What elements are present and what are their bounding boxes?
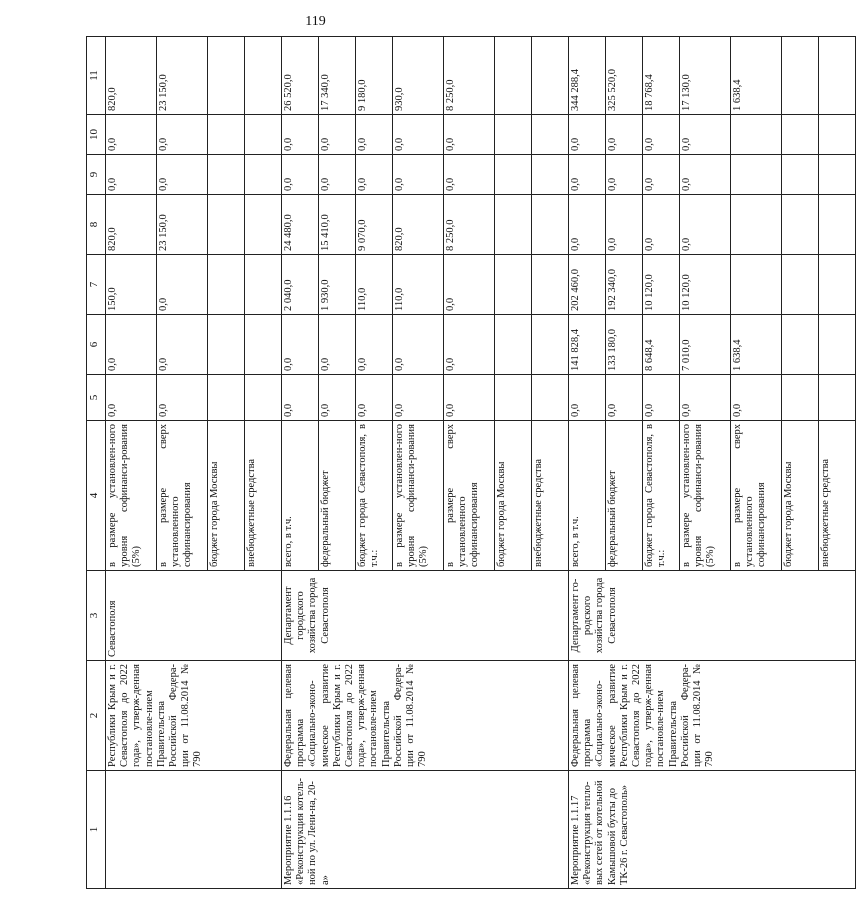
total-cell: 325 520,0: [606, 37, 643, 115]
value-cell: 0,0: [356, 315, 393, 375]
value-cell: 0,0: [157, 115, 208, 155]
value-cell: 110,0: [356, 255, 393, 315]
total-cell: [819, 37, 856, 115]
value-cell: [208, 255, 245, 315]
source-cell: в размере сверх установленного софинансирования: [157, 421, 208, 571]
total-cell: 26 520,0: [282, 37, 319, 115]
source-cell: внебюджетные средства: [532, 421, 569, 571]
value-cell: [819, 155, 856, 195]
total-cell: 18 768,4: [643, 37, 680, 115]
value-cell: 202 460,0: [569, 255, 606, 315]
value-cell: [495, 115, 532, 155]
value-cell: [245, 255, 282, 315]
value-cell: 0,0: [356, 115, 393, 155]
value-cell: [532, 315, 569, 375]
value-cell: 0,0: [356, 155, 393, 195]
source-cell: в размере сверх установленного софинансирования: [444, 421, 495, 571]
program-cell: Республики Крым и г. Севастополя до 2022 года», утверж-денная постановле-нием Правительства Российской Федера-ции от 11.08.2014 № 790: [106, 661, 282, 771]
value-cell: 0,0: [106, 315, 157, 375]
value-cell: 0,0: [680, 375, 731, 421]
value-cell: [819, 255, 856, 315]
column-number-row: [87, 37, 106, 889]
program-cell: Федеральная целевая программа «Социально-эконо-мическое развитие Республики Крым и г. Севастополя до 2022 года», утверж-денная постановле-нием Правительства Российской Федера-ции от 11.08.2014 № 790: [569, 661, 856, 771]
funding-table: [86, 36, 856, 889]
total-cell: [532, 37, 569, 115]
value-cell: [245, 195, 282, 255]
table-row: [569, 37, 606, 889]
value-cell: [495, 375, 532, 421]
source-cell: в размере сверх установленного софинансирования: [731, 421, 782, 571]
value-cell: 0,0: [680, 155, 731, 195]
source-cell: бюджет города Москвы: [782, 421, 819, 571]
value-cell: [208, 195, 245, 255]
value-cell: 0,0: [282, 375, 319, 421]
value-cell: 7 010,0: [680, 315, 731, 375]
value-cell: 0,0: [157, 375, 208, 421]
value-cell: 0,0: [157, 315, 208, 375]
executor-cell: Департамент го-родского хозяйства города Севастополя: [569, 571, 856, 661]
value-cell: 0,0: [282, 315, 319, 375]
column-number: 9: [87, 155, 106, 195]
value-cell: [495, 155, 532, 195]
value-cell: 0,0: [319, 315, 356, 375]
source-cell: федеральный бюджет: [606, 421, 643, 571]
value-cell: [532, 375, 569, 421]
value-cell: 0,0: [393, 115, 444, 155]
executor-cell: Севастополя: [106, 571, 282, 661]
value-cell: [532, 195, 569, 255]
value-cell: 0,0: [157, 155, 208, 195]
column-number: 6: [87, 315, 106, 375]
value-cell: 0,0: [680, 195, 731, 255]
page-number: 119: [305, 14, 326, 29]
total-cell: 1 638,4: [731, 37, 782, 115]
value-cell: 150,0: [106, 255, 157, 315]
source-cell: бюджет города Москвы: [495, 421, 532, 571]
value-cell: [208, 155, 245, 195]
table-row: [282, 37, 319, 889]
source-cell: бюджет города Севастополя, в т.ч.:: [643, 421, 680, 571]
value-cell: [245, 155, 282, 195]
column-number: 11: [87, 37, 106, 115]
value-cell: 0,0: [643, 155, 680, 195]
value-cell: [782, 375, 819, 421]
value-cell: 10 120,0: [643, 255, 680, 315]
value-cell: 0,0: [444, 375, 495, 421]
source-cell: внебюджетные средства: [245, 421, 282, 571]
value-cell: [208, 115, 245, 155]
source-cell: всего, в т.ч.: [569, 421, 606, 571]
value-cell: [245, 375, 282, 421]
value-cell: 141 828,4: [569, 315, 606, 375]
value-cell: 820,0: [106, 195, 157, 255]
value-cell: [532, 155, 569, 195]
value-cell: [782, 155, 819, 195]
source-cell: бюджет города Москвы: [208, 421, 245, 571]
value-cell: 23 150,0: [157, 195, 208, 255]
total-cell: 930,0: [393, 37, 444, 115]
total-cell: 9 180,0: [356, 37, 393, 115]
value-cell: 192 340,0: [606, 255, 643, 315]
value-cell: 0,0: [569, 375, 606, 421]
value-cell: 0,0: [444, 315, 495, 375]
source-cell: в размере установлен-ного уровня софинанси-рования (5%): [680, 421, 731, 571]
value-cell: 0,0: [356, 375, 393, 421]
value-cell: 0,0: [393, 315, 444, 375]
total-cell: [782, 37, 819, 115]
value-cell: 0,0: [606, 375, 643, 421]
column-number: 7: [87, 255, 106, 315]
value-cell: [731, 255, 782, 315]
value-cell: 110,0: [393, 255, 444, 315]
value-cell: 10 120,0: [680, 255, 731, 315]
value-cell: [782, 195, 819, 255]
source-cell: бюджет города Севастополя, в т.ч.:: [356, 421, 393, 571]
value-cell: [532, 255, 569, 315]
column-number: 3: [87, 571, 106, 661]
table-wrapper: [86, 37, 831, 889]
value-cell: 0,0: [319, 375, 356, 421]
value-cell: 0,0: [282, 155, 319, 195]
executor-cell: Департамент городского хозяйства города Севастополя: [282, 571, 569, 661]
value-cell: [731, 115, 782, 155]
total-cell: [208, 37, 245, 115]
value-cell: [245, 315, 282, 375]
value-cell: [731, 195, 782, 255]
measure-name-cell: Мероприятие 1.1.17 «Реконструкция тепло-вых сетей от котельной Камышовой бухты до ТК-26 г. Севастополь»: [569, 771, 856, 889]
source-cell: внебюджетные средства: [819, 421, 856, 571]
value-cell: 0,0: [569, 195, 606, 255]
total-cell: 17 340,0: [319, 37, 356, 115]
value-cell: 0,0: [569, 155, 606, 195]
value-cell: 0,0: [106, 115, 157, 155]
column-number: 5: [87, 375, 106, 421]
total-cell: 23 150,0: [157, 37, 208, 115]
source-cell: в размере установлен-ного уровня софинанси-рования (5%): [106, 421, 157, 571]
value-cell: 0,0: [643, 115, 680, 155]
source-cell: в размере установлен-ного уровня софинанси-рования (5%): [393, 421, 444, 571]
total-cell: [245, 37, 282, 115]
value-cell: 0,0: [444, 255, 495, 315]
column-number: 1: [87, 771, 106, 889]
value-cell: 0,0: [680, 115, 731, 155]
measure-name-cell: [106, 771, 282, 889]
value-cell: 133 180,0: [606, 315, 643, 375]
value-cell: 0,0: [157, 255, 208, 315]
value-cell: 0,0: [643, 375, 680, 421]
value-cell: [245, 115, 282, 155]
value-cell: 0,0: [106, 155, 157, 195]
value-cell: [208, 315, 245, 375]
value-cell: [495, 195, 532, 255]
value-cell: 8 648,4: [643, 315, 680, 375]
column-number: 10: [87, 115, 106, 155]
value-cell: 0,0: [643, 195, 680, 255]
total-cell: [495, 37, 532, 115]
value-cell: [782, 315, 819, 375]
value-cell: 15 410,0: [319, 195, 356, 255]
source-cell: всего, в т.ч.: [282, 421, 319, 571]
value-cell: 0,0: [569, 115, 606, 155]
table-row: [106, 37, 157, 889]
value-cell: 24 480,0: [282, 195, 319, 255]
value-cell: 0,0: [731, 375, 782, 421]
total-cell: 8 250,0: [444, 37, 495, 115]
value-cell: [819, 195, 856, 255]
value-cell: [782, 115, 819, 155]
column-number: 8: [87, 195, 106, 255]
value-cell: [819, 375, 856, 421]
value-cell: 0,0: [444, 115, 495, 155]
value-cell: 0,0: [319, 155, 356, 195]
value-cell: [819, 315, 856, 375]
measure-name-cell: Мероприятие 1.1.16 «Реконструкция котель-ной по ул. Лени-на, 20-а»: [282, 771, 569, 889]
value-cell: 1 930,0: [319, 255, 356, 315]
value-cell: 0,0: [444, 155, 495, 195]
value-cell: 0,0: [606, 115, 643, 155]
total-cell: 344 288,4: [569, 37, 606, 115]
value-cell: 0,0: [106, 375, 157, 421]
value-cell: [782, 255, 819, 315]
column-number: 4: [87, 421, 106, 571]
value-cell: 8 250,0: [444, 195, 495, 255]
value-cell: 0,0: [393, 155, 444, 195]
value-cell: [495, 315, 532, 375]
value-cell: 0,0: [319, 115, 356, 155]
total-cell: 820,0: [106, 37, 157, 115]
value-cell: 0,0: [606, 155, 643, 195]
value-cell: 2 040,0: [282, 255, 319, 315]
program-cell: Федеральная целевая программа «Социально-эконо-мическое развитие Республики Крым и г. Севастополя до 2022 года», утверж-денная постановле-нием Правительства Российской Федера-ции от 11.08.2014 № 790: [282, 661, 569, 771]
value-cell: 0,0: [393, 375, 444, 421]
value-cell: 820,0: [393, 195, 444, 255]
value-cell: 9 070,0: [356, 195, 393, 255]
value-cell: 0,0: [606, 195, 643, 255]
value-cell: 1 638,4: [731, 315, 782, 375]
value-cell: [819, 115, 856, 155]
rotated-table-frame: [86, 37, 831, 889]
value-cell: [532, 115, 569, 155]
value-cell: [731, 155, 782, 195]
source-cell: федеральный бюджет: [319, 421, 356, 571]
value-cell: [208, 375, 245, 421]
value-cell: [495, 255, 532, 315]
total-cell: 17 130,0: [680, 37, 731, 115]
value-cell: 0,0: [282, 115, 319, 155]
column-number: 2: [87, 661, 106, 771]
